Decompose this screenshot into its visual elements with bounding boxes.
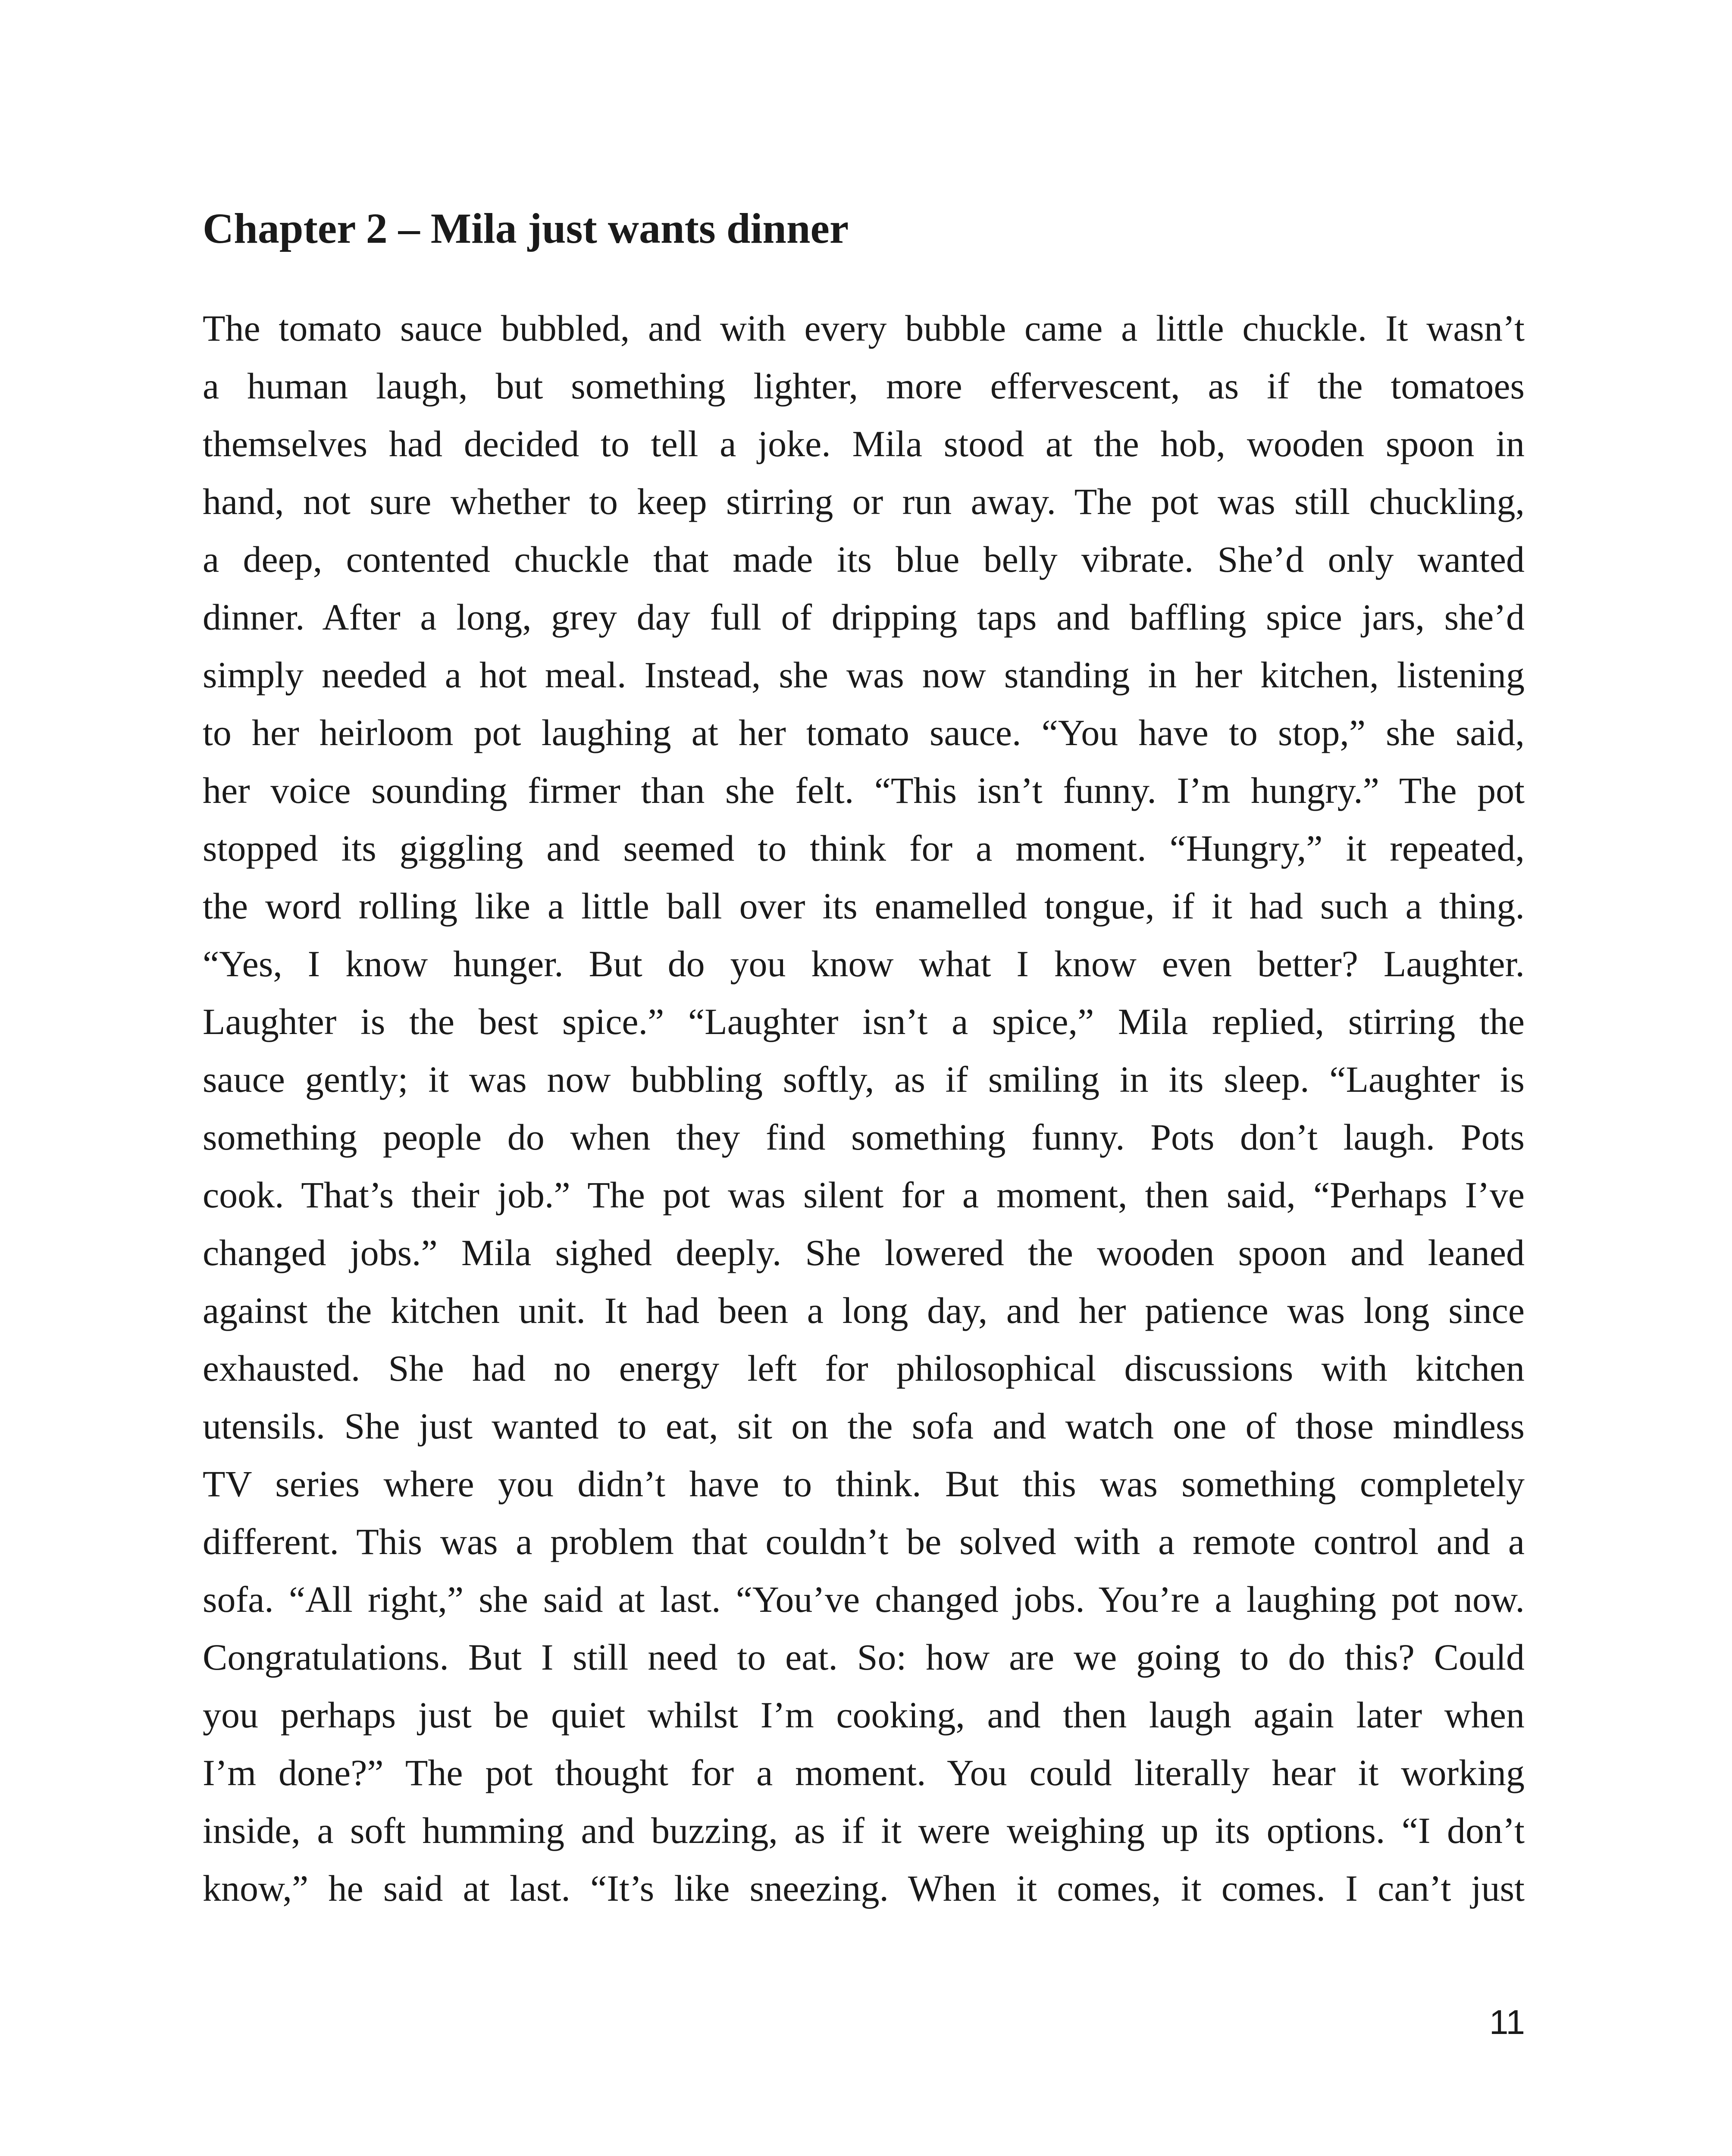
body-line: to her heirloom pot laughing at her tomato sauce. “You have to stop,” she said,: [203, 712, 1525, 753]
body-line: a deep, contented chuckle that made its blue belly vibrate. She’d only wanted: [203, 539, 1525, 580]
body-line: hand, not sure whether to keep stirring or run away. The pot was still chuckling,: [203, 481, 1525, 522]
body-line: I’m done?” The pot thought for a moment. You could literally hear it working: [203, 1752, 1525, 1793]
body-line: TV series where you didn’t have to think. But this was something completely: [203, 1463, 1525, 1504]
body-line: The tomato sauce bubbled, and with every bubble came a little chuckle. It wasn’t: [203, 307, 1525, 349]
body-line: a human laugh, but something lighter, more effervescent, as if the tomatoes: [203, 365, 1525, 407]
body-line: themselves had decided to tell a joke. Mila stood at the hob, wooden spoon in: [203, 423, 1525, 464]
body-line: sauce gently; it was now bubbling softly, as if smiling in its sleep. “Laughter is: [203, 1059, 1525, 1100]
body-line: “Yes, I know hunger. But do you know what I know even better? Laughter.: [203, 943, 1525, 984]
body-line: different. This was a problem that couldn’t be solved with a remote control and a: [203, 1521, 1525, 1562]
body-line: inside, a soft humming and buzzing, as if it were weighing up its options. “I don’t: [203, 1810, 1525, 1851]
body-line: against the kitchen unit. It had been a long day, and her patience was long since: [203, 1290, 1525, 1331]
body-line: Congratulations. But I still need to eat. So: how are we going to do this? Could: [203, 1636, 1525, 1678]
body-line: exhausted. She had no energy left for philosophical discussions with kitchen: [203, 1348, 1525, 1389]
body-line: stopped its giggling and seemed to think for a moment. “Hungry,” it repeated,: [203, 827, 1525, 869]
body-line: the word rolling like a little ball over its enamelled tongue, if it had such a thing.: [203, 885, 1525, 927]
body-line: changed jobs.” Mila sighed deeply. She lowered the wooden spoon and leaned: [203, 1232, 1525, 1273]
body-line: her voice sounding firmer than she felt. “This isn’t funny. I’m hungry.” The pot: [203, 770, 1525, 811]
body-line: simply needed a hot meal. Instead, she was now standing in her kitchen, listening: [203, 654, 1525, 696]
chapter-body: [203, 299, 1525, 1917]
body-line: Laughter is the best spice.” “Laughter isn’t a spice,” Mila replied, stirring the: [203, 1001, 1525, 1042]
page-number: 11: [1489, 2003, 1525, 2041]
body-line: utensils. She just wanted to eat, sit on the sofa and watch one of those mindless: [203, 1405, 1525, 1447]
body-line: sofa. “All right,” she said at last. “You’ve changed jobs. You’re a laughing pot now.: [203, 1579, 1525, 1620]
body-line: know,” he said at last. “It’s like sneezing. When it comes, it comes. I can’t just: [203, 1868, 1525, 1909]
body-line: dinner. After a long, grey day full of dripping taps and baffling spice jars, she’d: [203, 596, 1525, 638]
body-line: cook. That’s their job.” The pot was silent for a moment, then said, “Perhaps I’ve: [203, 1174, 1525, 1216]
body-line: something people do when they find something funny. Pots don’t laugh. Pots: [203, 1116, 1525, 1158]
chapter-title: Chapter 2 – Mila just wants dinner: [203, 204, 849, 252]
body-line: you perhaps just be quiet whilst I’m cooking, and then laugh again later when: [203, 1694, 1525, 1736]
